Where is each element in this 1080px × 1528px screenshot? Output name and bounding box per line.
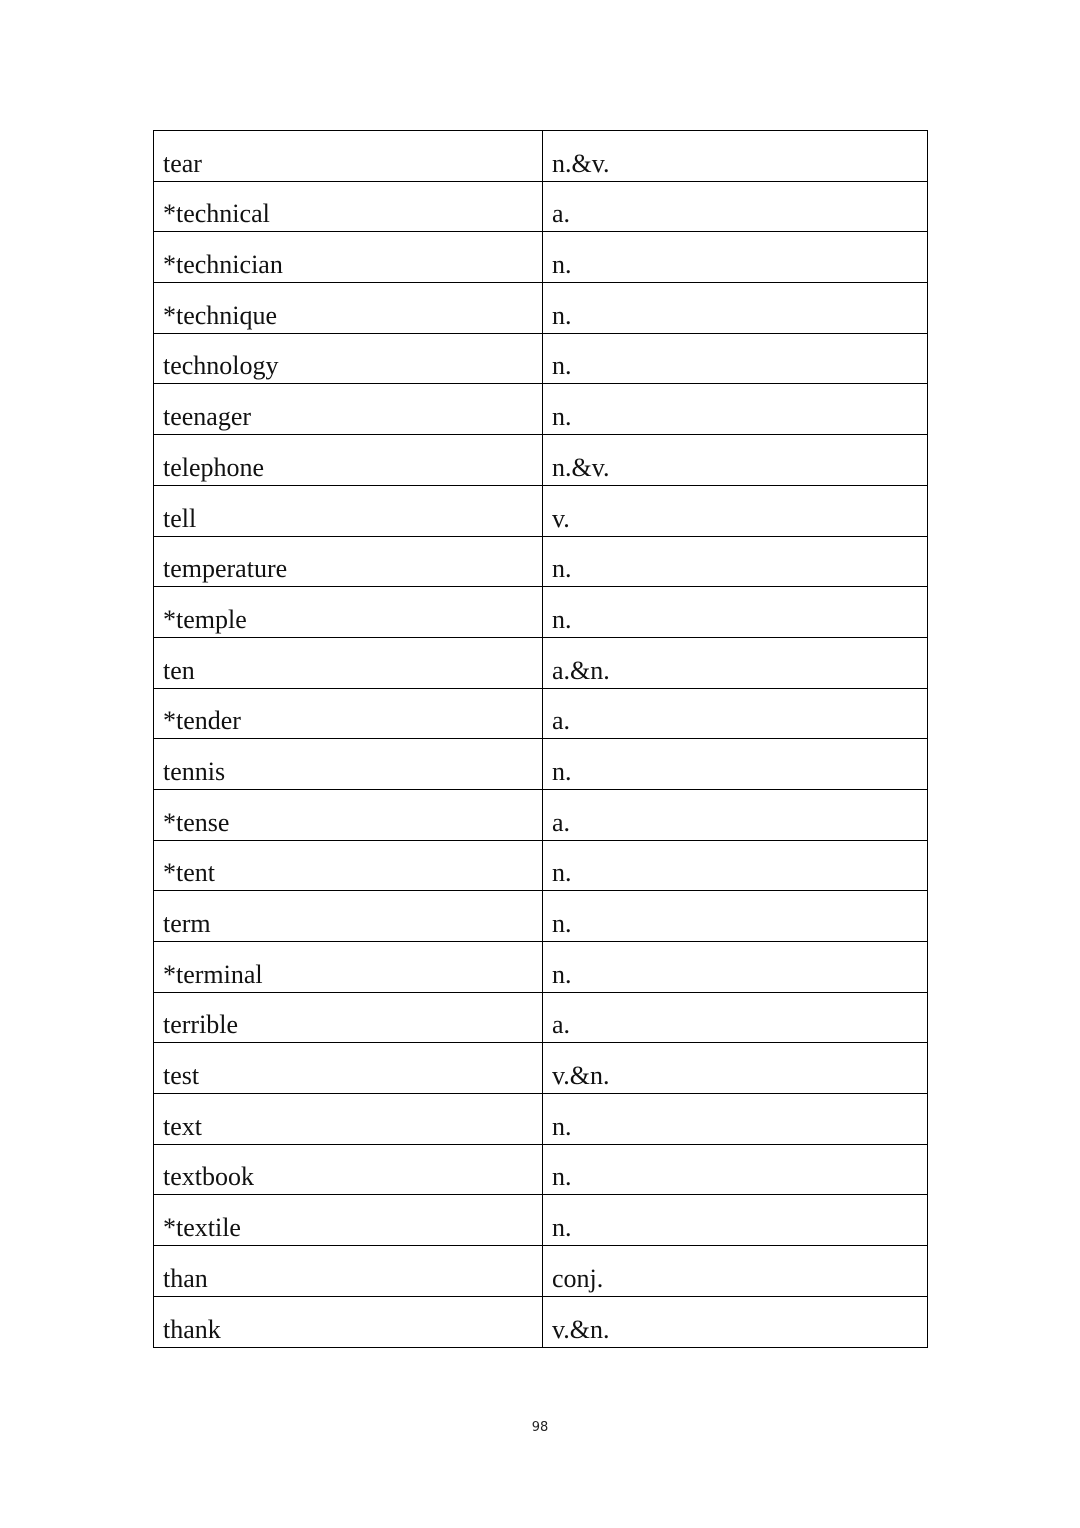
table-row <box>154 536 928 587</box>
table-row <box>154 131 928 182</box>
word-cell: *technician <box>154 232 543 283</box>
part-of-speech-cell: conj. <box>543 1246 928 1297</box>
word-cell: term <box>154 891 543 942</box>
part-of-speech-cell: n. <box>543 232 928 283</box>
word-cell: tennis <box>154 739 543 790</box>
part-of-speech-cell: n. <box>543 1144 928 1195</box>
part-of-speech-cell: a. <box>543 992 928 1043</box>
word-cell: *textile <box>154 1195 543 1246</box>
part-of-speech-cell: n. <box>543 1094 928 1145</box>
table-row <box>154 1094 928 1145</box>
table-row <box>154 587 928 638</box>
word-cell: teenager <box>154 384 543 435</box>
word-cell: technology <box>154 333 543 384</box>
table-row <box>154 1195 928 1246</box>
part-of-speech-cell: n. <box>543 384 928 435</box>
part-of-speech-cell: n. <box>543 739 928 790</box>
table-row <box>154 688 928 739</box>
word-cell: *temple <box>154 587 543 638</box>
table-row <box>154 739 928 790</box>
part-of-speech-cell: a. <box>543 789 928 840</box>
part-of-speech-cell: a.&n. <box>543 637 928 688</box>
word-cell: *tent <box>154 840 543 891</box>
word-cell: *technical <box>154 181 543 232</box>
part-of-speech-cell: n. <box>543 942 928 993</box>
table-row <box>154 942 928 993</box>
word-cell: *terminal <box>154 942 543 993</box>
word-cell: *tender <box>154 688 543 739</box>
table-row <box>154 384 928 435</box>
part-of-speech-cell: n.&v. <box>543 435 928 486</box>
table-row <box>154 789 928 840</box>
word-cell: telephone <box>154 435 543 486</box>
part-of-speech-cell: v.&n. <box>543 1043 928 1094</box>
word-cell: thank <box>154 1296 543 1347</box>
table-row <box>154 181 928 232</box>
word-cell: text <box>154 1094 543 1145</box>
table-row <box>154 840 928 891</box>
word-cell: than <box>154 1246 543 1297</box>
table-row <box>154 1144 928 1195</box>
vocabulary-table-body <box>154 131 928 1348</box>
word-cell: *tense <box>154 789 543 840</box>
word-cell: tell <box>154 485 543 536</box>
table-row <box>154 891 928 942</box>
word-cell: ten <box>154 637 543 688</box>
word-cell: terrible <box>154 992 543 1043</box>
part-of-speech-cell: a. <box>543 181 928 232</box>
part-of-speech-cell: n. <box>543 1195 928 1246</box>
word-cell: textbook <box>154 1144 543 1195</box>
part-of-speech-cell: n. <box>543 283 928 334</box>
table-row <box>154 1296 928 1347</box>
part-of-speech-cell: n.&v. <box>543 131 928 182</box>
word-cell: *technique <box>154 283 543 334</box>
part-of-speech-cell: n. <box>543 891 928 942</box>
page-number: 98 <box>531 1420 549 1435</box>
table-row <box>154 435 928 486</box>
table-row <box>154 283 928 334</box>
table-row <box>154 992 928 1043</box>
vocabulary-table <box>153 130 928 1348</box>
word-cell: temperature <box>154 536 543 587</box>
part-of-speech-cell: v. <box>543 485 928 536</box>
part-of-speech-cell: v.&n. <box>543 1296 928 1347</box>
part-of-speech-cell: n. <box>543 840 928 891</box>
table-row <box>154 1246 928 1297</box>
table-row <box>154 232 928 283</box>
table-row <box>154 1043 928 1094</box>
word-cell: test <box>154 1043 543 1094</box>
part-of-speech-cell: n. <box>543 536 928 587</box>
table-row <box>154 637 928 688</box>
part-of-speech-cell: n. <box>543 587 928 638</box>
table-row <box>154 333 928 384</box>
part-of-speech-cell: a. <box>543 688 928 739</box>
part-of-speech-cell: n. <box>543 333 928 384</box>
table-row <box>154 485 928 536</box>
word-cell: tear <box>154 131 543 182</box>
